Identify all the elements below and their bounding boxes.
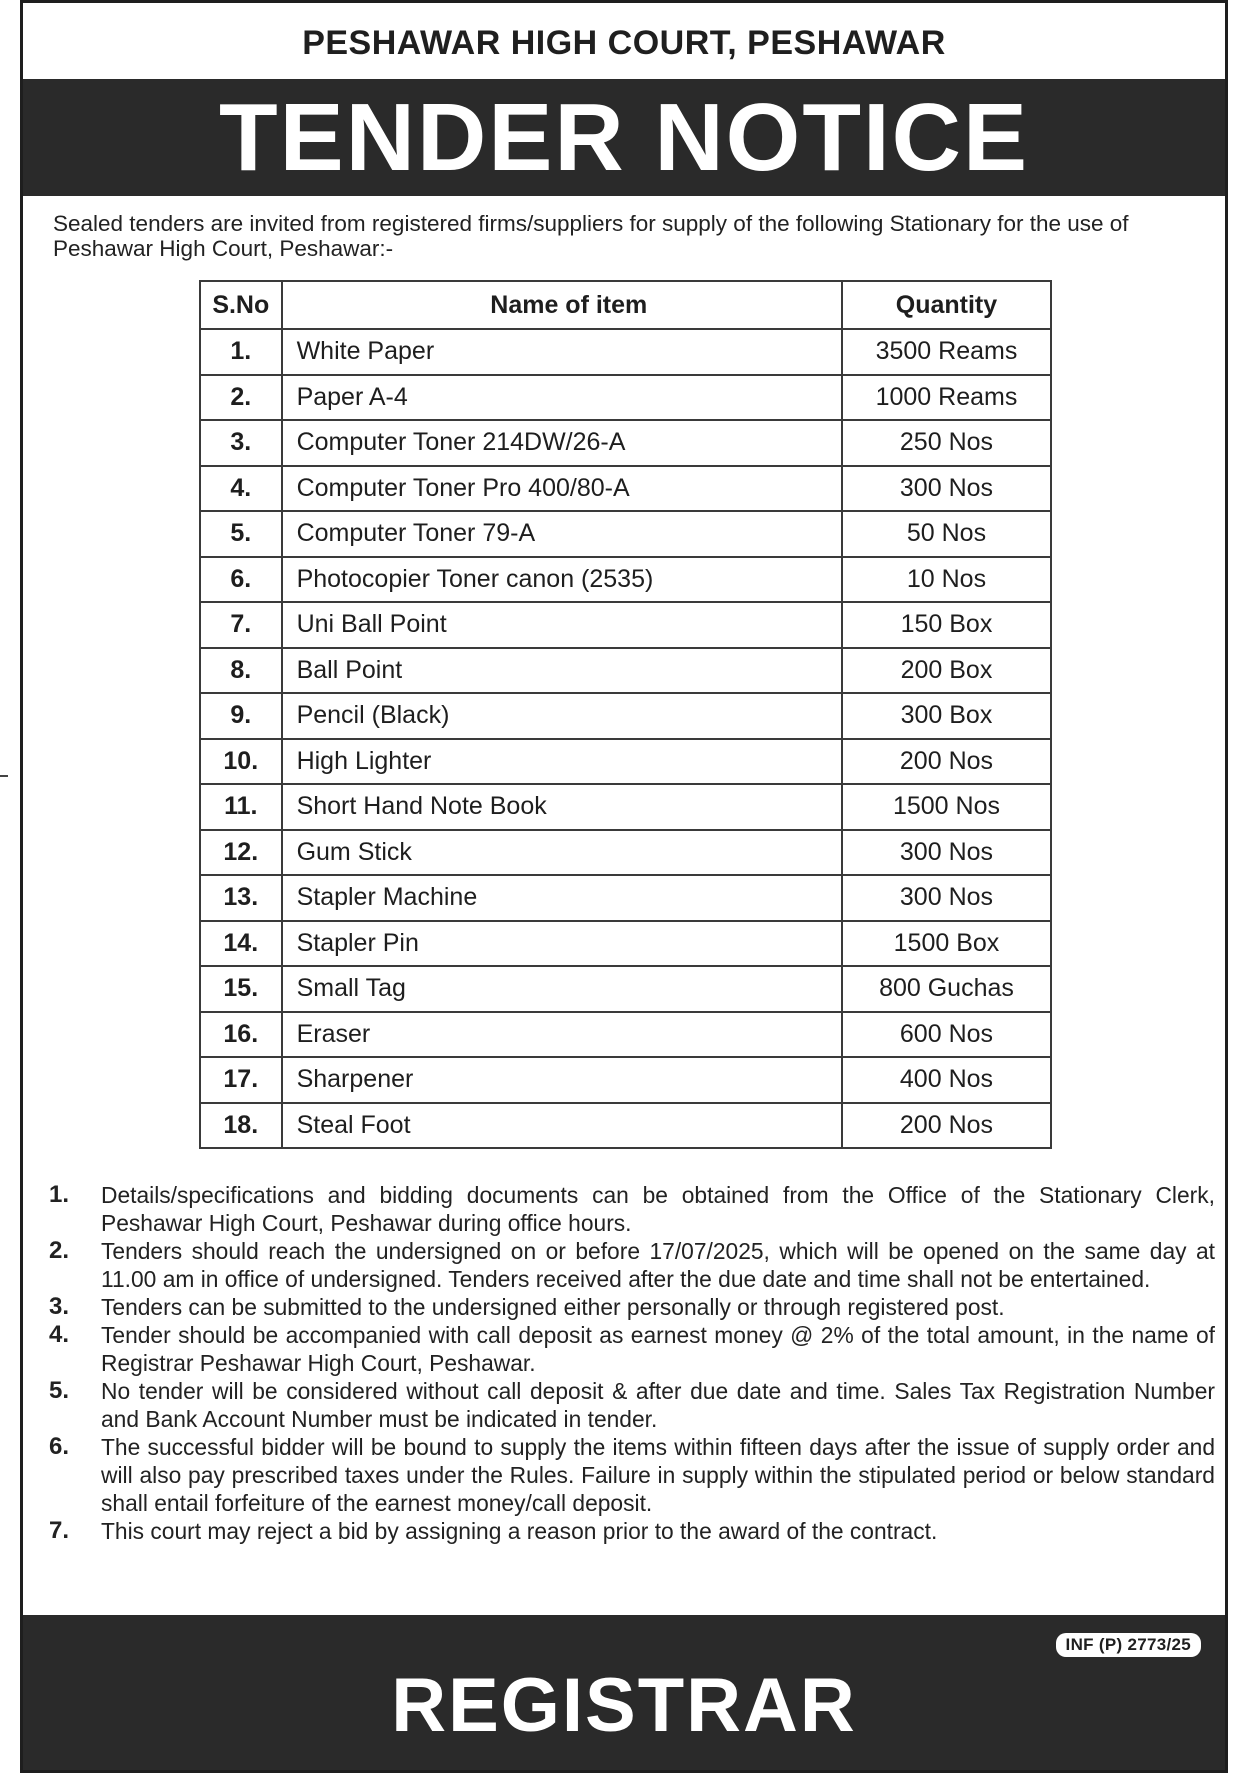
table-row <box>200 1103 1051 1149</box>
table-row <box>200 739 1051 785</box>
note-text: The successful bidder will be bound to supply the items within fifteen days after the issue of supply order and will also pay prescribed taxes under the Rules. Failure in supply within the stipulated period or below standard shall entail forfeiture of the earnest money/call deposit. <box>101 1434 1215 1516</box>
cell-sno: 12. <box>200 830 282 876</box>
table-row <box>200 602 1051 648</box>
list-item <box>49 1237 1215 1293</box>
cell-qty: 400 Nos <box>842 1057 1051 1103</box>
note-number: 2. <box>49 1237 70 1264</box>
cell-qty: 3500 Reams <box>842 329 1051 375</box>
note-number: 1. <box>49 1181 70 1208</box>
header-sno: S.No <box>200 281 282 329</box>
terms-list <box>49 1181 1215 1545</box>
cell-name: Photocopier Toner canon (2535) <box>282 557 842 603</box>
cell-sno: 17. <box>200 1057 282 1103</box>
cell-qty: 300 Nos <box>842 830 1051 876</box>
table-row <box>200 375 1051 421</box>
cell-name: Computer Toner 214DW/26-A <box>282 420 842 466</box>
notice-title-band <box>23 79 1225 196</box>
cell-qty: 200 Box <box>842 648 1051 694</box>
cell-qty: 600 Nos <box>842 1012 1051 1058</box>
edge-mark <box>0 775 8 777</box>
cell-qty: 250 Nos <box>842 420 1051 466</box>
cell-name: High Lighter <box>282 739 842 785</box>
table-row <box>200 966 1051 1012</box>
cell-name: Computer Toner 79-A <box>282 511 842 557</box>
cell-name: Uni Ball Point <box>282 602 842 648</box>
note-text: No tender will be considered without call deposit & after due date and time. Sales Tax Registration Number and Bank Account Number must be indicated in tender. <box>101 1378 1215 1432</box>
cell-sno: 5. <box>200 511 282 557</box>
table-row <box>200 875 1051 921</box>
cell-name: Sharpener <box>282 1057 842 1103</box>
cell-sno: 15. <box>200 966 282 1012</box>
note-text: Tenders can be submitted to the undersigned either personally or through registered post. <box>101 1294 1005 1320</box>
table-row <box>200 921 1051 967</box>
table-row <box>200 466 1051 512</box>
note-text: Details/specifications and bidding documents can be obtained from the Office of the Stationary Clerk, Peshawar High Court, Peshawar during office hours. <box>101 1182 1215 1236</box>
cell-name: Gum Stick <box>282 830 842 876</box>
cell-name: Short Hand Note Book <box>282 784 842 830</box>
cell-name: Small Tag <box>282 966 842 1012</box>
note-text: This court may reject a bid by assigning a reason prior to the award of the contract. <box>101 1518 938 1544</box>
list-item <box>49 1517 1215 1545</box>
note-number: 7. <box>49 1517 70 1544</box>
note-number: 4. <box>49 1321 70 1348</box>
table-row <box>200 420 1051 466</box>
cell-name: Steal Foot <box>282 1103 842 1149</box>
cell-sno: 4. <box>200 466 282 512</box>
cell-qty: 1000 Reams <box>842 375 1051 421</box>
table-row <box>200 511 1051 557</box>
header-qty: Quantity <box>842 281 1051 329</box>
signatory: REGISTRAR <box>391 1662 857 1748</box>
cell-sno: 10. <box>200 739 282 785</box>
cell-sno: 1. <box>200 329 282 375</box>
cell-qty: 1500 Box <box>842 921 1051 967</box>
cell-sno: 14. <box>200 921 282 967</box>
cell-name: Pencil (Black) <box>282 693 842 739</box>
cell-name: Paper A-4 <box>282 375 842 421</box>
cell-sno: 16. <box>200 1012 282 1058</box>
list-item <box>49 1377 1215 1433</box>
table-row <box>200 830 1051 876</box>
list-item <box>49 1293 1215 1321</box>
note-text: Tender should be accompanied with call deposit as earnest money @ 2% of the total amount, in the name of Registrar Peshawar High Court, Peshawar. <box>101 1322 1215 1376</box>
list-item <box>49 1181 1215 1237</box>
cell-name: Stapler Machine <box>282 875 842 921</box>
reference-number: INF (P) 2773/25 <box>1056 1633 1201 1657</box>
note-number: 6. <box>49 1433 70 1460</box>
cell-sno: 7. <box>200 602 282 648</box>
cell-qty: 300 Nos <box>842 466 1051 512</box>
note-text: Tenders should reach the undersigned on or before 17/07/2025, which will be opened on the same day at 11.00 am in office of undersigned. Tenders received after the due date and time shall not be entertained. <box>101 1238 1215 1292</box>
cell-name: White Paper <box>282 329 842 375</box>
cell-qty: 300 Nos <box>842 875 1051 921</box>
cell-name: Computer Toner Pro 400/80-A <box>282 466 842 512</box>
table-row <box>200 784 1051 830</box>
cell-name: Stapler Pin <box>282 921 842 967</box>
cell-qty: 300 Box <box>842 693 1051 739</box>
cell-sno: 13. <box>200 875 282 921</box>
cell-sno: 3. <box>200 420 282 466</box>
table-row <box>200 693 1051 739</box>
table-row <box>200 1012 1051 1058</box>
cell-qty: 1500 Nos <box>842 784 1051 830</box>
cell-qty: 150 Box <box>842 602 1051 648</box>
cell-qty: 50 Nos <box>842 511 1051 557</box>
registrar-band <box>23 1615 1225 1770</box>
cell-name: Ball Point <box>282 648 842 694</box>
table-row <box>200 648 1051 694</box>
cell-qty: 200 Nos <box>842 739 1051 785</box>
tender-notice-frame <box>20 0 1228 1773</box>
cell-sno: 18. <box>200 1103 282 1149</box>
cell-qty: 200 Nos <box>842 1103 1051 1149</box>
table-row <box>200 329 1051 375</box>
cell-name: Eraser <box>282 1012 842 1058</box>
cell-qty: 800 Guchas <box>842 966 1051 1012</box>
table-row <box>200 557 1051 603</box>
cell-sno: 11. <box>200 784 282 830</box>
intro-paragraph: Sealed tenders are invited from registered firms/suppliers for supply of the following Stationary for the use of Peshawar High Court, Peshawar:- <box>53 211 1129 261</box>
header-name: Name of item <box>282 281 842 329</box>
cell-sno: 9. <box>200 693 282 739</box>
note-number: 3. <box>49 1293 70 1320</box>
cell-qty: 10 Nos <box>842 557 1051 603</box>
table-header-row <box>200 281 1051 329</box>
list-item <box>49 1433 1215 1517</box>
items-table <box>199 280 1052 1149</box>
cell-sno: 8. <box>200 648 282 694</box>
cell-sno: 6. <box>200 557 282 603</box>
court-name: PESHAWAR HIGH COURT, PESHAWAR <box>30 10 1218 76</box>
notice-title: TENDER NOTICE <box>218 83 1030 191</box>
table-row <box>200 1057 1051 1103</box>
cell-sno: 2. <box>200 375 282 421</box>
note-number: 5. <box>49 1377 70 1404</box>
list-item <box>49 1321 1215 1377</box>
